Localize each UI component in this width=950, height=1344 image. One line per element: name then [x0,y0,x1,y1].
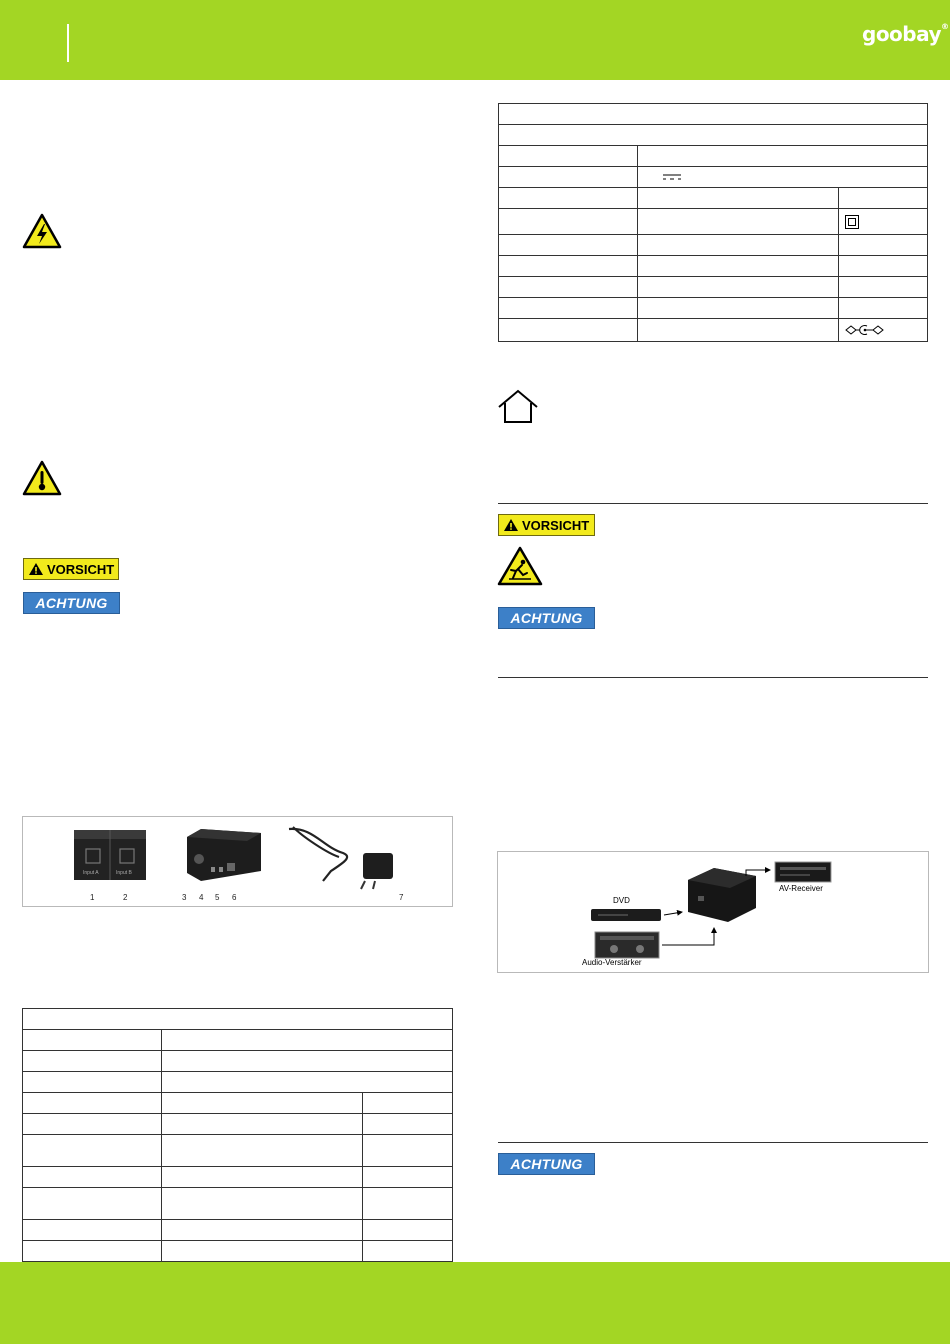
table-cell [839,209,928,235]
vorsicht-badge-right [498,514,595,536]
dc-polarity-icon [845,324,885,336]
table-cell [23,1188,162,1220]
port-label-a: Input A [83,870,99,876]
table-row [499,125,928,146]
table-cell [499,188,638,209]
achtung-badge-right-1 [498,607,595,629]
table-cell [638,256,839,277]
trip-hazard-warning-icon [497,546,543,586]
table-cell [839,298,928,319]
table-row [499,104,928,125]
table-cell [23,1167,162,1188]
table-cell [162,1220,363,1241]
achtung-badge-right-2 [498,1153,595,1175]
indoor-use-house-icon [497,389,539,425]
vorsicht-label: VORSICHT [522,517,590,533]
section-divider [498,503,928,504]
warning-triangle-icon [503,518,519,532]
heat-warning-icon [22,460,62,496]
table-cell [23,1093,162,1114]
goobay-logo: goobay® [862,22,949,46]
table-row [23,1009,453,1030]
table-cell [499,277,638,298]
av-receiver-label: AV-Receiver [779,884,823,893]
callout-5: 5 [215,893,220,902]
switch-rear-image [185,827,263,883]
table-cell [363,1241,453,1262]
callout-1: 1 [90,893,95,902]
protection-class-ii-icon [845,215,859,229]
port-label-b: Input B [116,870,132,876]
product-overview-figure [22,816,453,907]
table-cell [23,1051,162,1072]
vorsicht-badge-left [23,558,119,580]
callout-2: 2 [123,893,128,902]
table-cell [499,209,638,235]
table-cell [23,1241,162,1262]
page-header [0,0,950,80]
callout-3: 3 [182,893,187,902]
section-divider [498,677,928,678]
page-footer [0,1262,950,1344]
achtung-label: ACHTUNG [510,1156,583,1172]
table-cell [23,1114,162,1135]
achtung-badge-left [23,592,120,614]
table-cell [839,319,928,342]
table-cell [162,1093,363,1114]
table-cell [839,188,928,209]
table-cell [23,1135,162,1167]
table-cell [499,146,638,167]
specification-table-right [498,103,928,342]
table-cell [638,167,928,188]
table-cell [499,235,638,256]
table-cell [638,209,839,235]
table-cell [839,277,928,298]
table-cell [638,277,839,298]
table-cell [499,256,638,277]
header-divider-line [67,24,69,62]
table-cell [363,1093,453,1114]
table-cell [499,298,638,319]
table-cell [162,1135,363,1167]
table-cell [162,1167,363,1188]
callout-7: 7 [399,893,404,902]
table-cell [162,1072,453,1093]
high-voltage-warning-icon [22,213,62,249]
table-cell [23,1220,162,1241]
connection-diagram [497,851,929,973]
table-cell [638,146,928,167]
table-cell [499,167,638,188]
table-cell [638,188,839,209]
table-cell [638,298,839,319]
direct-current-icon [662,171,702,183]
section-divider [498,1142,928,1143]
table-cell [23,1072,162,1093]
power-adapter-image [283,823,403,893]
table-cell [839,256,928,277]
table-cell [363,1188,453,1220]
vorsicht-label: VORSICHT [47,561,115,577]
table-cell [162,1051,453,1072]
table-cell [23,1030,162,1051]
table-cell [162,1114,363,1135]
achtung-label: ACHTUNG [510,610,583,626]
table-cell [638,319,839,342]
amplifier-label: Audio-Verstärker [582,958,642,967]
table-cell [363,1114,453,1135]
warning-triangle-icon [28,562,44,576]
table-cell [499,319,638,342]
table-cell [162,1188,363,1220]
callout-6: 6 [232,893,237,902]
table-cell [363,1167,453,1188]
table-cell [162,1030,453,1051]
dvd-label: DVD [613,896,630,905]
table-cell [162,1241,363,1262]
table-cell [363,1220,453,1241]
achtung-label: ACHTUNG [35,595,108,611]
connection-arrows [498,852,930,974]
callout-4: 4 [199,893,204,902]
specification-table-left [22,1008,453,1262]
table-cell [363,1135,453,1167]
table-cell [839,235,928,256]
table-cell [638,235,839,256]
